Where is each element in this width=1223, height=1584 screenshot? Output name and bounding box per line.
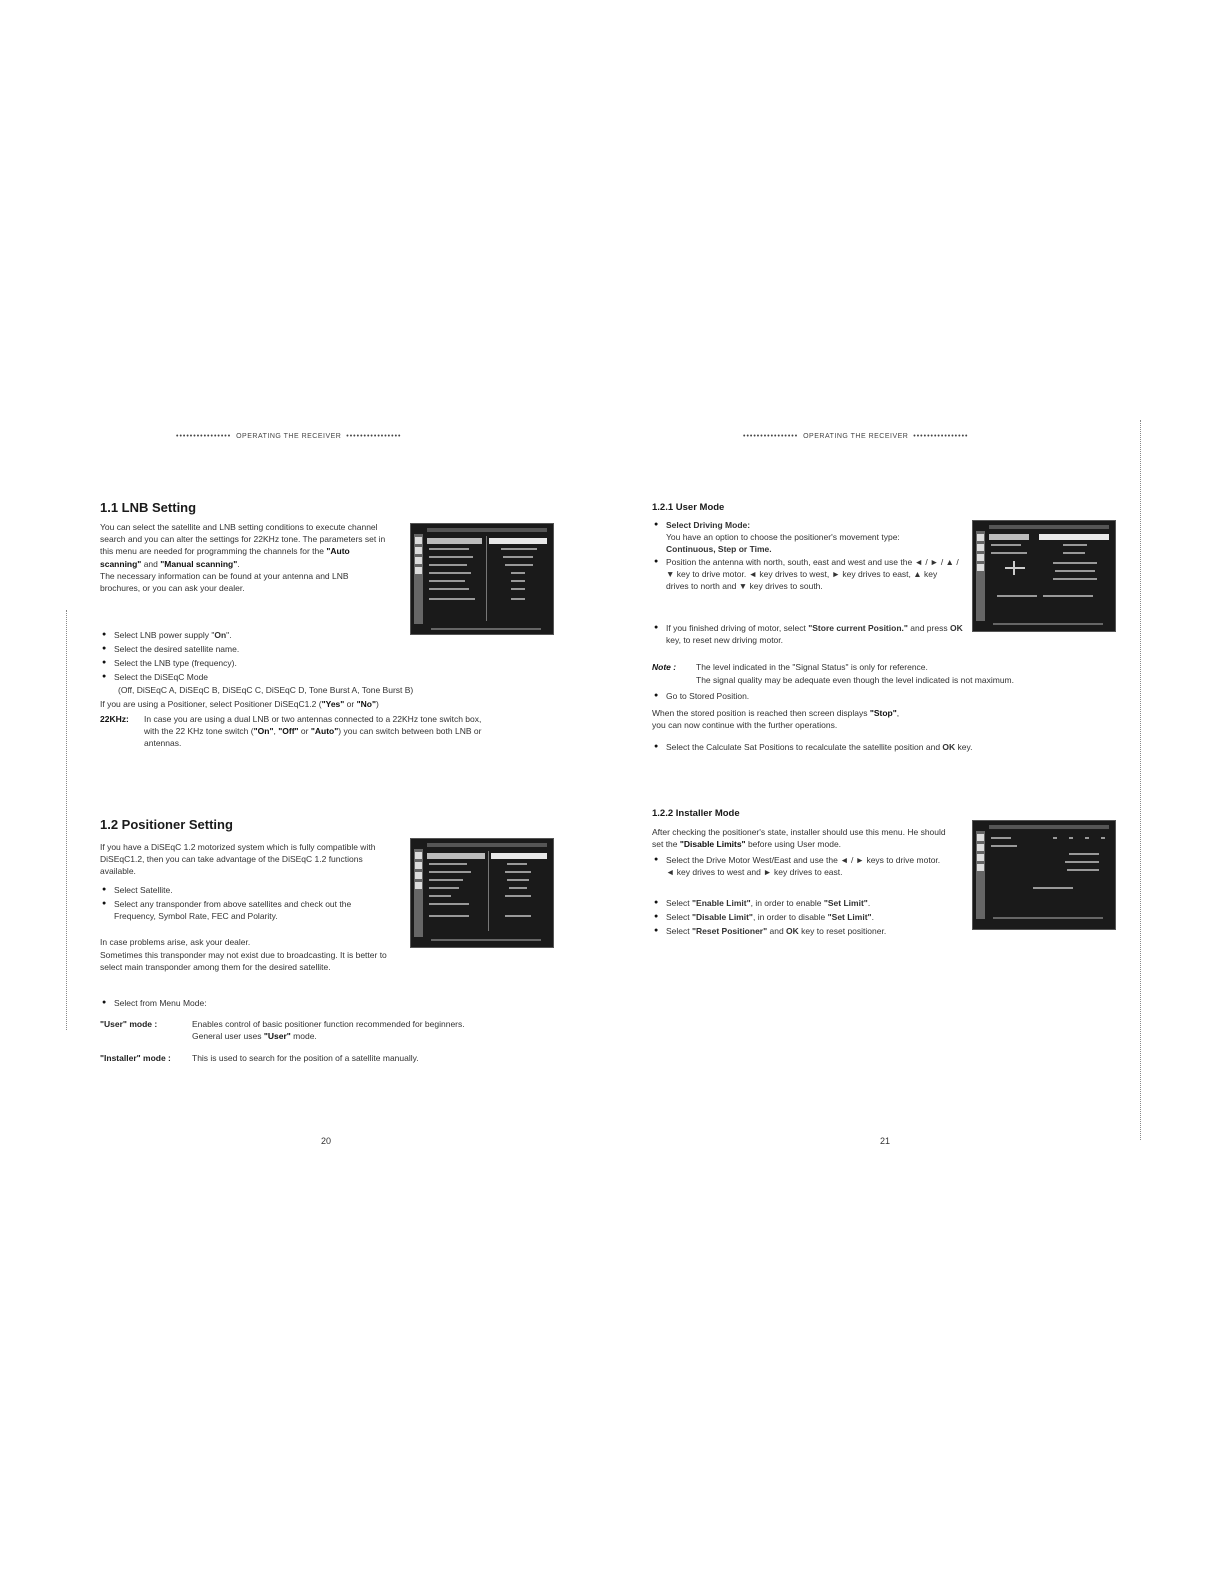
installer-mode-label: "Installer" mode : <box>100 1053 171 1063</box>
lnb-diseqc-modes: (Off, DiSEqC A, DiSEqC B, DiSEqC C, DiSEqC D, Tone Burst A, Tone Burst B) <box>118 685 414 695</box>
note-line-2: The signal quality may be adequate even though the level indicated is not maximum. <box>696 675 1014 685</box>
header-title: OPERATING THE RECEIVER <box>803 433 909 440</box>
installer-bullet-disable: ● Select "Disable Limit", in order to disable "Set Limit". <box>666 911 966 923</box>
user-mode-title: 1.2.1 User Mode <box>652 502 725 513</box>
positioner-bullet-transponder: ● Select any transponder from above satellites and check out the Frequency, Symbol Rate, FEC and Polarity. <box>114 898 394 922</box>
positioner-menu-screenshot <box>410 838 554 948</box>
binding-margin-right <box>1140 420 1142 1140</box>
page-number-left: 20 <box>321 1136 332 1146</box>
stored-position-text: When the stored position is reached then screen displays "Stop", you can now continue with the further operations. <box>652 708 900 731</box>
page-number-right: 21 <box>880 1136 891 1146</box>
user-mode-bullet-calculate: ● Select the Calculate Sat Positions to recalculate the satellite position and OK key. <box>666 741 1106 753</box>
positioner-bullet-satellite: ● Select Satellite. <box>114 884 394 896</box>
installer-bullet-enable: ● Select "Enable Limit", in order to enable "Set Limit". <box>666 897 966 909</box>
installer-bullet-reset: ● Select "Reset Positioner" and OK key to reset positioner. <box>666 925 966 937</box>
installer-intro: After checking the positioner's state, installer should use this menu. He should set the "Disable Limits" before using User mode. <box>652 827 946 850</box>
lnb-bullet-diseqc: ● Select the DiSEqC Mode <box>114 671 394 683</box>
page-header-left: •••••••••••••••• OPERATING THE RECEIVER •••••••••••••••• <box>176 433 402 440</box>
installer-mode-title: 1.2.2 Installer Mode <box>652 808 740 819</box>
positioner-bullet-menu-mode: ● Select from Menu Mode: <box>114 997 394 1009</box>
installer-mode-screenshot <box>972 820 1116 930</box>
lnb-bullet-satellite: ● Select the desired satellite name. <box>114 643 394 655</box>
positioner-sometimes: Sometimes this transponder may not exist due to broadcasting. It is better to select main transponder among them for the desired satellite. <box>100 950 387 973</box>
lnb-positioner-note: If you are using a Positioner, select Positioner DiSEqC1.2 ("Yes" or "No") <box>100 699 379 709</box>
user-mode-bullet-driving: ● Select Driving Mode: You have an option to choose the positioner's movement type: Continuous, Step or Time. <box>666 519 966 556</box>
menu-side-icons <box>976 531 985 621</box>
lnb-bullet-power: ● Select LNB power supply "On". <box>114 629 394 641</box>
menu-side-icons <box>414 849 423 937</box>
lnb-22khz-text: In case you are using a dual LNB or two antennas connected to a 22KHz tone switch box, with the 22 KHz tone switch ("On", "Off" or "Auto") you can switch between both LNB or antennas. <box>144 714 482 749</box>
positioner-problems: In case problems arise, ask your dealer. <box>100 937 251 947</box>
user-mode-text: Enables control of basic positioner function recommended for beginners. General user uses "User" mode. <box>192 1019 465 1042</box>
lnb-intro: You can select the satellite and LNB setting conditions to execute channel search and you can alter the settings for 22KHz tone. The parameters set in this menu are needed for programming the channels for the "Auto scanning" and "Manual scanning". The necessary information can be found at your antenna and LNB brochures, or you can ask your dealer. <box>100 522 386 594</box>
lnb-menu-screenshot <box>410 523 554 635</box>
header-title: OPERATING THE RECEIVER <box>236 433 342 440</box>
lnb-22khz-label: 22KHz: <box>100 714 129 724</box>
user-mode-bullet-goto: ● Go to Stored Position. <box>666 690 966 702</box>
installer-bullet-drive: ● Select the Drive Motor West/East and use the ◄ / ► keys to drive motor. ◄ key drives to west and ► key drives to east. <box>666 854 956 878</box>
note-line-1: The level indicated in the "Signal Status" is only for reference. <box>696 662 928 672</box>
page-header-right: •••••••••••••••• OPERATING THE RECEIVER •••••••••••••••• <box>743 433 969 440</box>
user-mode-screenshot <box>972 520 1116 632</box>
menu-side-icons <box>976 831 985 919</box>
positioner-setting-title: 1.2 Positioner Setting <box>100 817 233 832</box>
user-mode-bullet-position: ● Position the antenna with north, south, east and west and use the ◄ / ► / ▲ / ▼ key to drive motor. ◄ key drives to west, ► key drives to east, ▲ key drives to north and ▼ key drives to south. <box>666 556 961 593</box>
installer-mode-text: This is used to search for the position of a satellite manually. <box>192 1053 419 1063</box>
note-label: Note : <box>652 662 677 672</box>
lnb-setting-title: 1.1 LNB Setting <box>100 500 197 515</box>
binding-margin-left <box>66 610 68 1030</box>
lnb-bullet-type: ● Select the LNB type (frequency). <box>114 657 394 669</box>
positioner-intro: If you have a DiSEqC 1.2 motorized system which is fully compatible with DiSEqC1.2, then you can take advantage of the DiSEqC 1.2 functions available. <box>100 842 376 877</box>
user-mode-label: "User" mode : <box>100 1019 158 1029</box>
menu-side-icons <box>414 534 423 624</box>
user-mode-bullet-store: ● If you finished driving of motor, select "Store current Position." and press OK key, to reset new driving motor. <box>666 622 976 646</box>
